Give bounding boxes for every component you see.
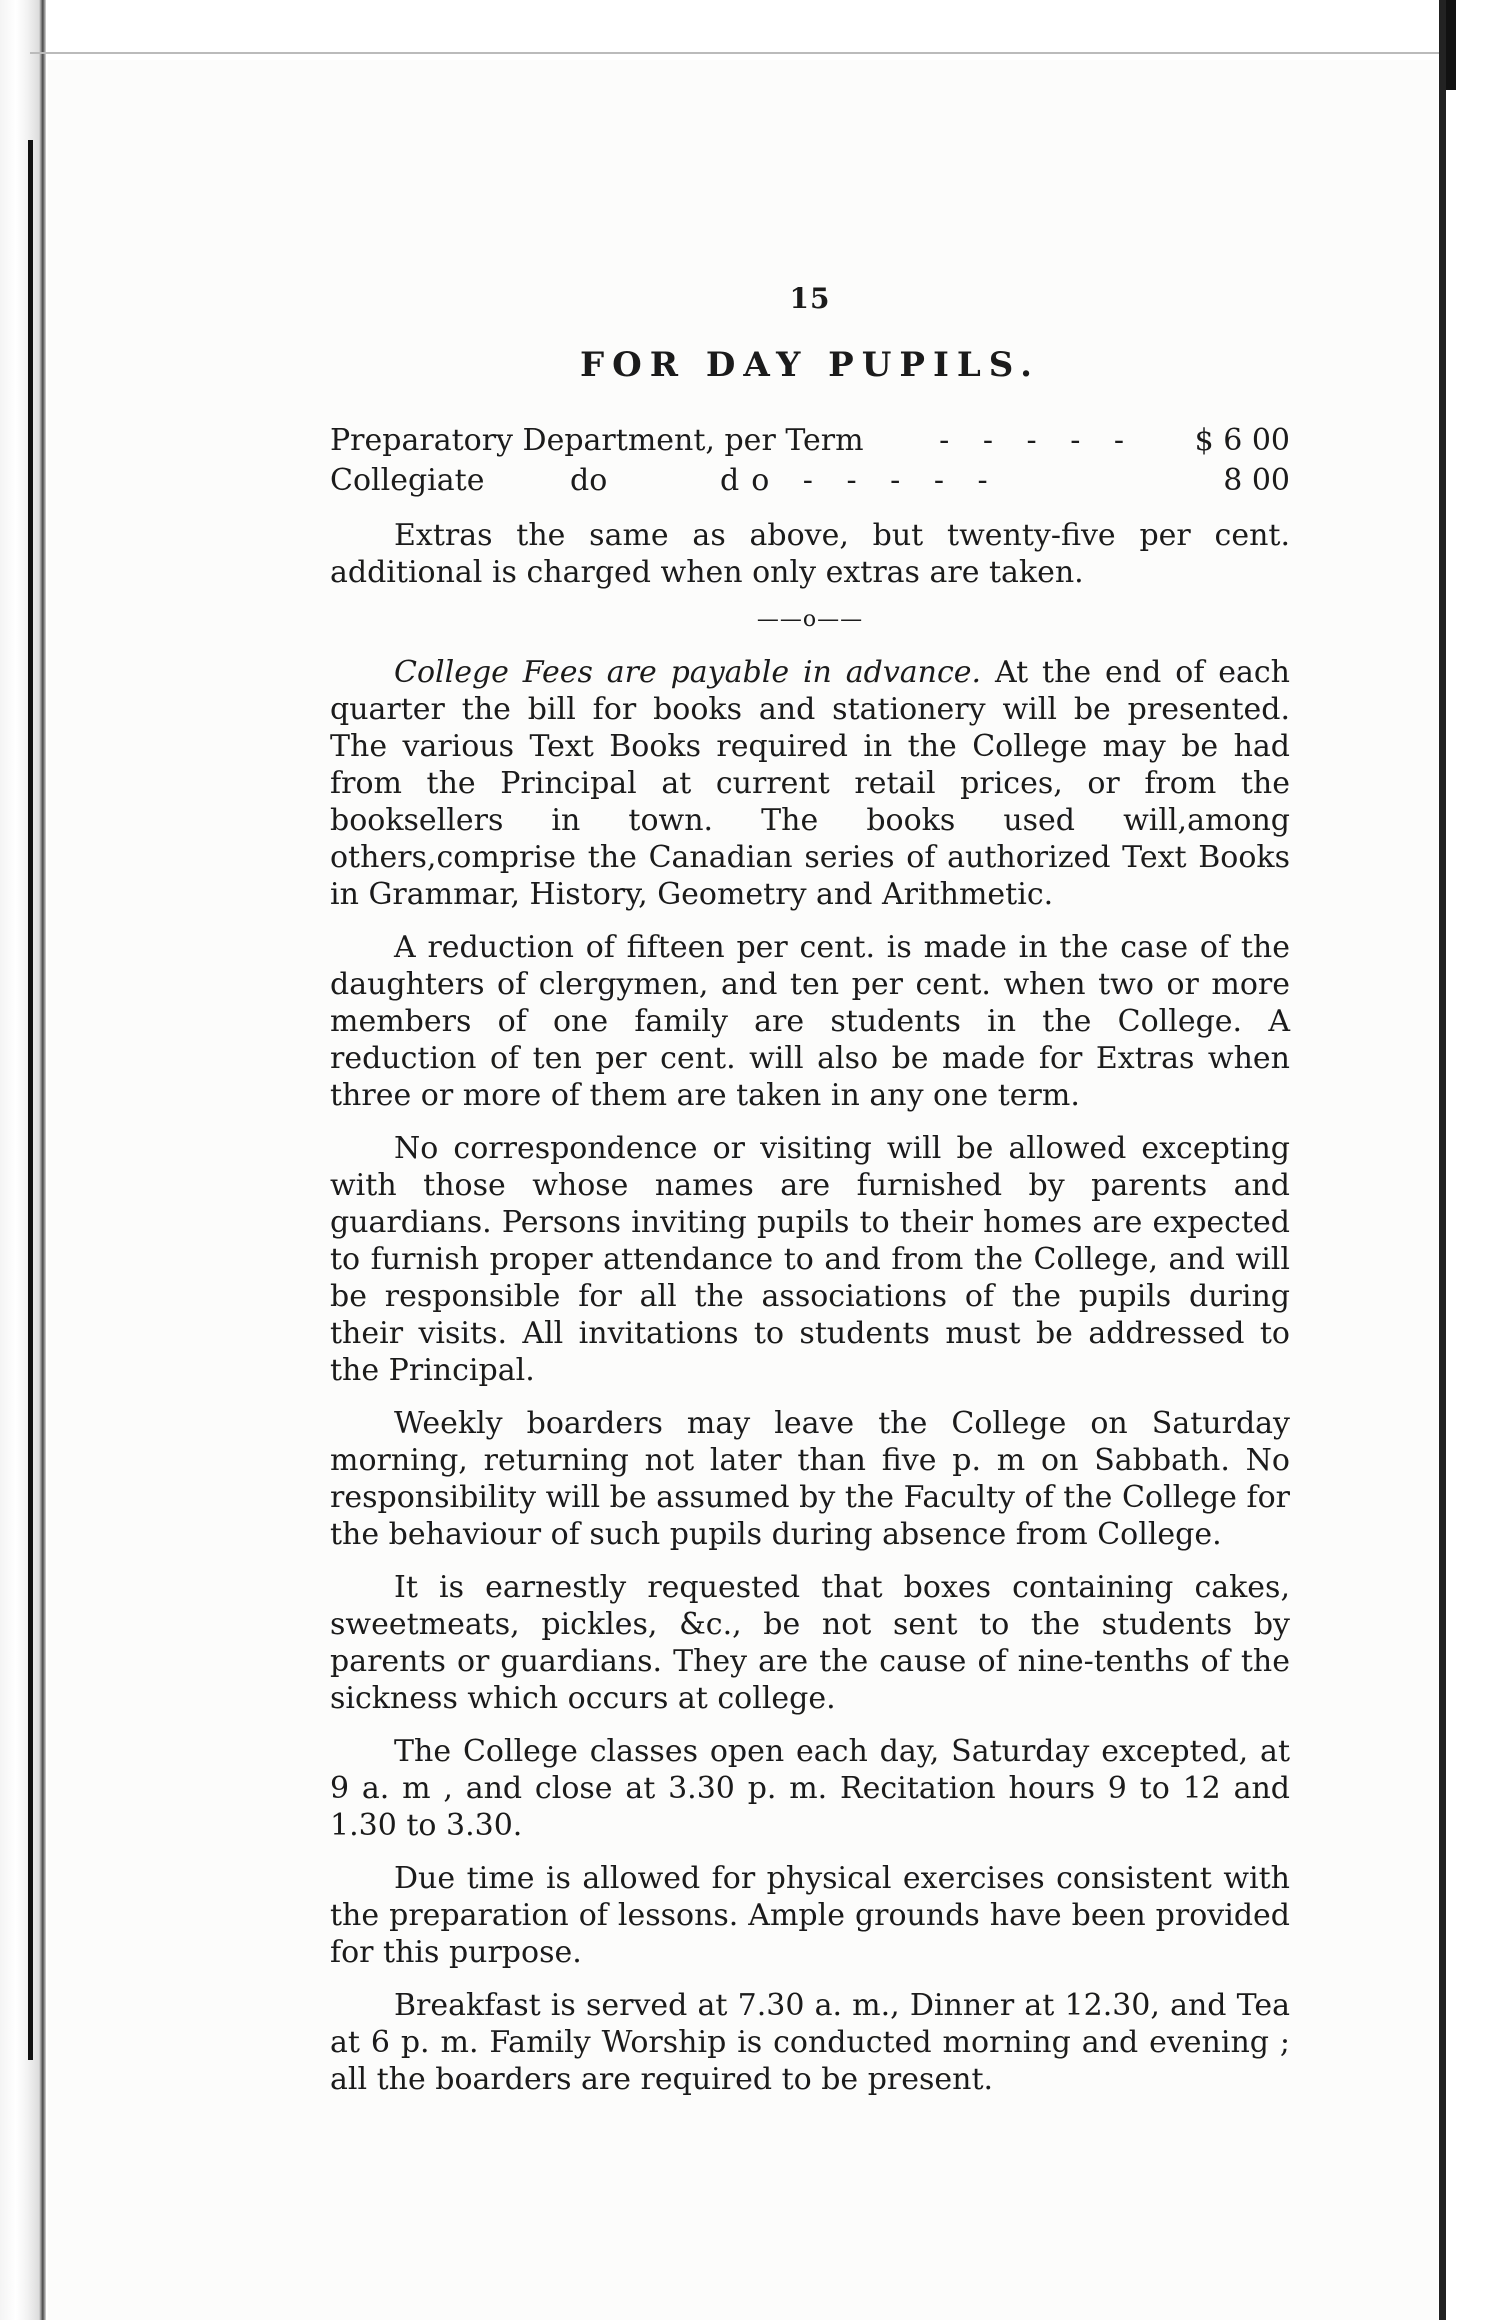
boxes-paragraph: It is earnestly requested that boxes containing cakes, sweetmeats, pickles, &c., be not sent to the students by parents or guardians. They are the cause of nine-tenths of the sickness which occurs at college. <box>330 1570 1290 1716</box>
fee-label: Preparatory Department, per Term <box>330 423 864 458</box>
weekly-boarders-paragraph: Weekly boarders may leave the College on Saturday morning, returning not later than five p. m on Sabbath. No responsibility will be assumed by the Faculty of the College for the behaviour of such pupils during absence from College. <box>330 1406 1290 1552</box>
fee-label: Collegiate <box>330 463 485 498</box>
fees-body: At the end of each quarter the bill for books and stationery will be presented. The various Text Books required in the College may be had from the Principal at current retail prices, or from the booksellers in town. The books used will,among others,comprise the Canadian series of authorized Text Books in Grammar, History, Geometry and Arithmetic. <box>330 655 1291 912</box>
exercise-paragraph: Due time is allowed for physical exercises consistent with the preparation of lessons. Ample grounds have been provided for this purpose. <box>330 1861 1290 1970</box>
fee-leader: do - - - - - <box>720 463 1000 498</box>
meals-paragraph: Breakfast is served at 7.30 a. m., Dinner at 12.30, and Tea at 6 p. m. Family Worship is conducted morning and evening ; all the boarders are required to be present. <box>330 1988 1290 2097</box>
fee-leader: - - - - - <box>939 423 1136 458</box>
binding-spine <box>28 140 33 2060</box>
fee-table <box>330 421 1290 501</box>
document-page <box>48 60 1438 2320</box>
section-heading: FOR DAY PUPILS. <box>580 345 1040 385</box>
classes-paragraph: The College classes open each day, Saturday excepted, at 9 a. m , and close at 3.30 p. m. Recitation hours 9 to 12 and 1.30 to 3.30. <box>330 1734 1290 1843</box>
correspondence-paragraph: No correspondence or visiting will be allowed excepting with those whose names are furnished by parents and guardians. Persons inviting pupils to their homes are expected to furnish proper attendance to and from the College, and will be responsible for all the associations of the pupils during their visits. All invitations to students must be addressed to the Principal. <box>330 1131 1290 1388</box>
fees-paragraph <box>330 654 1290 913</box>
page-content <box>330 282 1290 2114</box>
fee-row <box>330 461 1290 501</box>
fee-amount: 8 00 <box>1223 463 1290 498</box>
fee-row <box>330 421 1290 461</box>
fee-ditto: do <box>570 463 608 498</box>
page-number: 15 <box>789 282 831 315</box>
extras-note: Extras the same as above, but twenty-five per cent. additional is charged when only extras are taken. <box>330 518 1290 590</box>
fees-lead: College Fees are payable in advance. <box>394 655 982 690</box>
previous-page-edge <box>30 52 1446 54</box>
fee-amount: $ 6 00 <box>1194 423 1290 458</box>
reduction-paragraph: A reduction of fifteen per cent. is made in the case of the daughters of clergymen, and ten per cent. when two or more members of one family are students in the College. A reduction of ten per cent. will also be made for Extras when three or more of them are taken in any one term. <box>330 930 1290 1113</box>
right-binding-top <box>1446 0 1456 90</box>
right-page-edge <box>1439 0 1446 2320</box>
section-divider: ——o—— <box>756 607 864 632</box>
left-page-edge <box>0 0 46 2320</box>
